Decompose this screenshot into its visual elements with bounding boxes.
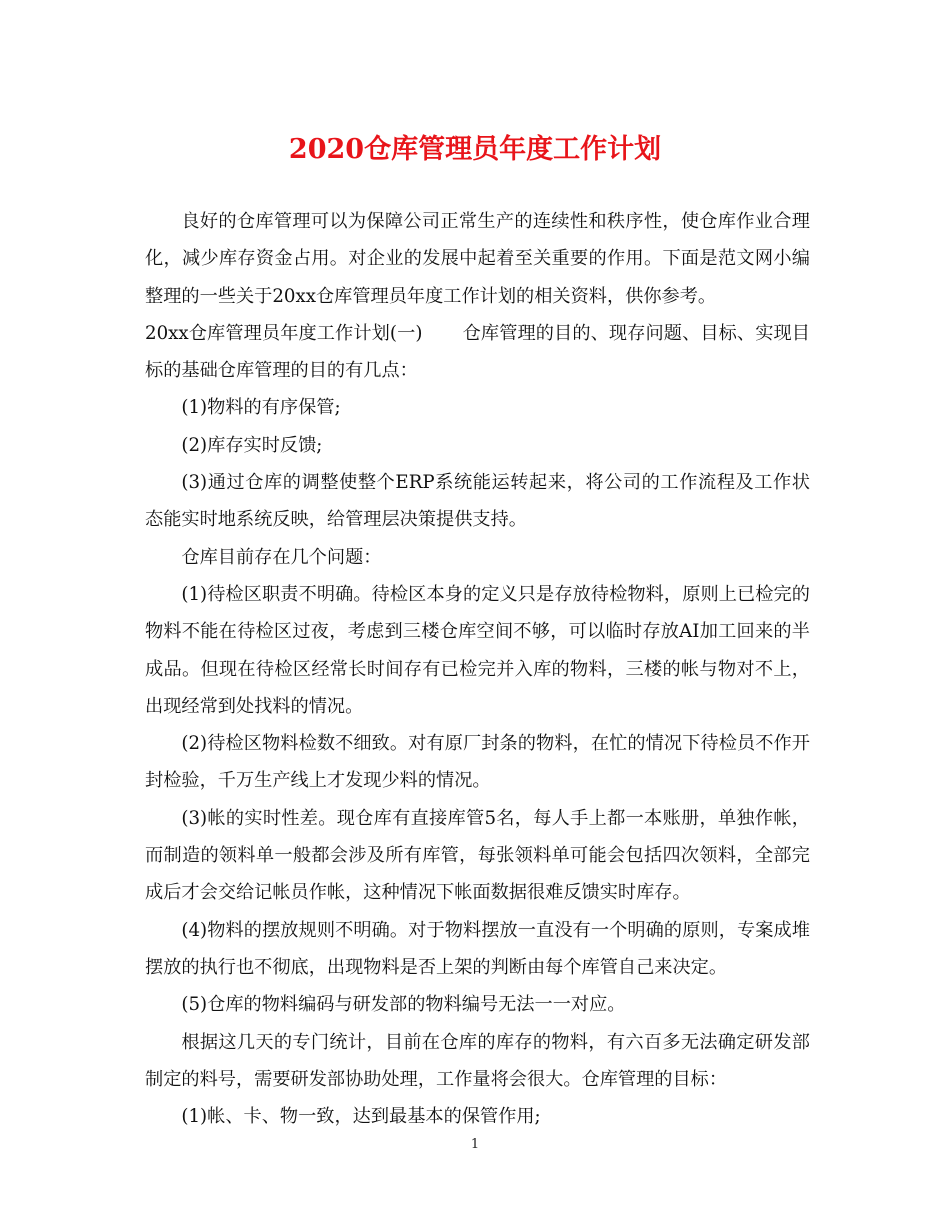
intro-paragraph: 良好的仓库管理可以为保障公司正常生产的连续性和秩序性，使仓库作业合理化，减少库存资金占用。对企业的发展中起着至关重要的作用。下面是范文网小编整理的一些关于20xx仓库管理员年度工作计划的相关资料，供你参考。 — [145, 211, 810, 307]
problems-lead: 仓库目前存在几个问题： — [181, 546, 382, 568]
document-title: 2020仓库管理员年度工作计划 — [288, 134, 662, 165]
purpose-item: (2)库存实时反馈; — [181, 434, 323, 456]
problem-item: (2)待检区物料检数不细致。对有原厂封条的物料，在忙的情况下待检员不作开封检验，千万生产线上才发现少料的情况。 — [145, 733, 810, 792]
purpose-item: (3)通过仓库的调整使整个ERP系统能运转起来，将公司的工作流程及工作状态能实时地系统反映，给管理层决策提供支持。 — [145, 472, 810, 531]
stats-paragraph: 根据这几天的专门统计，目前在仓库的库存的物料，有六百多无法确定研发部制定的料号，需要研发部协助处理，工作量将会很大。仓库管理的目标： — [145, 1031, 810, 1090]
section-lead: 仓库管理的目的、现存问题、目标、实现目标的基础仓库管理的目的有几点： — [145, 322, 810, 382]
problem-item: (1)待检区职责不明确。待检区本身的定义只是存放待检物料，原则上已检完的物料不能在待检区过夜，考虑到三楼仓库空间不够，可以临时存放AI加工回来的半成品。但现在待检区经常长时间存有已检完并入库的物料，三楼的帐与物对不上，出现经常到处找料的情况。 — [145, 583, 810, 717]
page-number: 1 — [470, 1137, 480, 1152]
purpose-item: (1)物料的有序保管; — [181, 397, 341, 419]
section-heading: 20xx仓库管理员年度工作计划(一) — [145, 322, 423, 344]
problem-item: (5)仓库的物料编码与研发部的物料编号无法一一对应。 — [181, 994, 626, 1016]
problem-item: (4)物料的摆放规则不明确。对于物料摆放一直没有一个明确的原则，专案成堆摆放的执行也不彻底，出现物料是否上架的判断由每个库管自己来决定。 — [145, 919, 810, 978]
section-heading-paragraph — [145, 315, 810, 390]
goal-item: (1)帐、卡、物一致，达到最基本的保管作用; — [181, 1106, 541, 1128]
problem-item: (3)帐的实时性差。现仓库有直接库管5名，每人手上都一本账册，单独作帐，而制造的领料单一般都会涉及所有库管，每张领料单可能会包括四次领料，全部完成后才会交给记帐员作帐，这种情况下帐面数据很难反馈实时库存。 — [145, 807, 810, 904]
document-body — [145, 203, 810, 1135]
